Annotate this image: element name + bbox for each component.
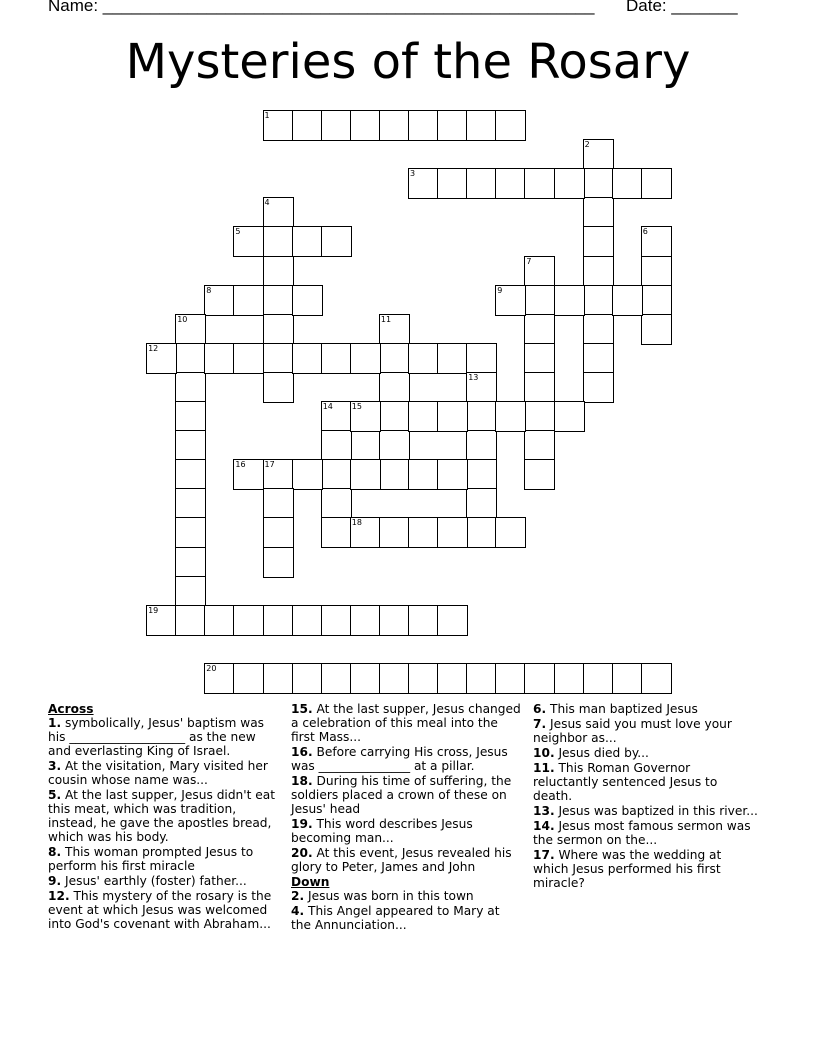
crossword-cell[interactable] (524, 401, 555, 432)
crossword-cell[interactable] (350, 110, 381, 141)
clues-column-1 (48, 702, 280, 932)
clue-number: 2. (291, 889, 305, 903)
crossword-cell[interactable] (379, 314, 410, 345)
crossword-cell[interactable] (408, 517, 439, 548)
clue-number: 8. (48, 845, 62, 859)
crossword-cell[interactable] (292, 343, 323, 374)
across-clue (291, 702, 523, 744)
crossword-cell[interactable] (263, 459, 294, 490)
crossword-cell[interactable] (263, 256, 294, 287)
crossword-cell[interactable] (437, 459, 468, 490)
clue-number: 14 (322, 402, 333, 411)
crossword-cell[interactable] (612, 663, 643, 694)
crossword-cell[interactable] (350, 605, 381, 636)
clue-text: Jesus' earthly (foster) father... (61, 874, 247, 888)
crossword-cell[interactable] (350, 401, 381, 432)
across-clue (48, 716, 280, 758)
crossword-cell[interactable] (321, 605, 352, 636)
crossword-cell[interactable] (495, 110, 526, 141)
crossword-cell[interactable] (437, 663, 468, 694)
clue-number: 19 (148, 605, 159, 615)
down-clue-list (291, 889, 523, 932)
crossword-cell[interactable] (466, 168, 497, 199)
crossword-cell[interactable] (175, 314, 206, 345)
crossword-cell[interactable] (437, 343, 468, 374)
across-clue (291, 745, 523, 773)
clue-number: 20 (206, 663, 217, 673)
crossword-cell[interactable] (175, 430, 206, 461)
down-clue (291, 889, 523, 903)
crossword-cell[interactable] (321, 430, 352, 461)
crossword-cell[interactable] (379, 663, 410, 694)
clue-number: 7. (533, 717, 547, 731)
crossword-cell[interactable] (437, 110, 468, 141)
down-clue (533, 804, 759, 818)
clue-number: 1 (264, 111, 270, 120)
crossword-cell[interactable] (263, 663, 294, 694)
crossword-cell[interactable] (583, 197, 614, 228)
across-clue (48, 759, 280, 787)
crossword-cell[interactable] (524, 459, 555, 490)
crossword-cell[interactable] (175, 488, 206, 519)
crossword-cell[interactable] (583, 285, 614, 316)
across-clue (48, 845, 280, 873)
crossword-cell[interactable] (263, 547, 294, 578)
across-clue (48, 874, 280, 888)
clue-number: 17 (264, 460, 275, 470)
date-field-label[interactable]: Date: _______ (626, 0, 738, 15)
crossword-cell[interactable] (379, 605, 410, 636)
down-clue (533, 819, 759, 847)
clues-column-3 (533, 702, 759, 891)
crossword-cell[interactable] (233, 226, 264, 257)
clue-number: 1. (48, 716, 62, 730)
crossword-cell[interactable] (233, 285, 264, 316)
clue-number: 12 (148, 343, 159, 353)
clue-number: 6. (533, 702, 547, 716)
clue-text: Jesus died by... (554, 746, 649, 760)
crossword-cell[interactable] (583, 256, 614, 287)
crossword-cell[interactable] (495, 168, 526, 199)
crossword-cell[interactable] (321, 401, 352, 432)
crossword-cell[interactable] (524, 372, 555, 403)
clue-number: 9. (48, 874, 62, 888)
clue-number: 17. (533, 848, 555, 862)
clue-number: 11. (533, 761, 555, 775)
crossword-cell[interactable] (350, 343, 381, 374)
crossword-cell[interactable] (263, 197, 294, 228)
crossword-cell[interactable] (466, 372, 497, 403)
crossword-cell[interactable] (263, 226, 294, 257)
crossword-cell[interactable] (175, 547, 206, 578)
clue-number: 18 (351, 518, 362, 528)
crossword-cell[interactable] (466, 401, 497, 432)
crossword-cell[interactable] (408, 605, 439, 636)
clue-text: This woman prompted Jesus to perform his first miracle (48, 845, 254, 873)
crossword-cell[interactable] (321, 663, 352, 694)
crossword-cell[interactable] (321, 459, 352, 490)
crossword-cell[interactable] (466, 663, 497, 694)
crossword-cell[interactable] (524, 343, 555, 374)
crossword-cell[interactable] (466, 430, 497, 461)
crossword-cell[interactable] (175, 517, 206, 548)
down-clue (291, 904, 523, 932)
crossword-cell[interactable] (583, 314, 614, 345)
clue-text: Jesus was baptized in this river... (554, 804, 758, 818)
crossword-cell[interactable] (437, 401, 468, 432)
crossword-cell[interactable] (495, 663, 526, 694)
down-clue (533, 746, 759, 760)
crossword-cell[interactable] (495, 401, 526, 432)
crossword-cell[interactable] (263, 605, 294, 636)
crossword-cell[interactable] (379, 517, 410, 548)
crossword-cell[interactable] (233, 663, 264, 694)
crossword-cell[interactable] (641, 256, 672, 287)
crossword-cell[interactable] (524, 285, 555, 316)
crossword-cell[interactable] (408, 343, 439, 374)
crossword-cell[interactable] (495, 517, 526, 548)
across-heading: Across (48, 702, 94, 716)
clue-number: 13. (533, 804, 555, 818)
crossword-cell[interactable] (379, 430, 410, 461)
clue-text: Jesus was born in this town (304, 889, 474, 903)
crossword-cell[interactable] (350, 517, 381, 548)
clue-text: Jesus said you must love your neighbor as... (533, 717, 732, 745)
clue-number: 13 (468, 372, 479, 382)
crossword-cell[interactable] (524, 168, 555, 199)
crossword-cell[interactable] (321, 226, 352, 257)
clue-number: 11 (380, 314, 392, 324)
clue-number: 18. (291, 774, 313, 788)
across-clue (48, 788, 280, 844)
crossword-cell[interactable] (612, 285, 643, 316)
crossword-cell[interactable] (641, 226, 672, 257)
crossword-cell[interactable] (379, 401, 410, 432)
clue-text: This Angel appeared to Mary at the Annunciation... (291, 904, 500, 932)
clue-number: 6 (642, 227, 648, 237)
crossword-cell[interactable] (204, 343, 235, 374)
crossword-cell[interactable] (292, 605, 323, 636)
clue-text: At this event, Jesus revealed his glory to Peter, James and John (291, 846, 512, 874)
crossword-cell[interactable] (292, 226, 323, 257)
crossword-cell[interactable] (263, 314, 294, 345)
crossword-cell[interactable] (524, 256, 555, 287)
clue-number: 14. (533, 819, 555, 833)
clue-number: 19. (291, 817, 313, 831)
clue-number: 2 (584, 140, 590, 150)
clue-number: 9 (497, 285, 503, 295)
crossword-cell[interactable] (175, 401, 206, 432)
clue-text: At the last supper, Jesus didn't eat this meat, which was tradition, instead, he gave the apostles bread, which was his body. (48, 788, 276, 844)
clue-text: During his time of suffering, the soldiers placed a crown of these on Jesus' head (291, 774, 512, 816)
clue-text: At the visitation, Mary visited her cousin whose name was... (48, 759, 268, 787)
clue-text: Where was the wedding at which Jesus performed his first miracle? (533, 848, 722, 890)
clue-number: 5. (48, 788, 62, 802)
crossword-cell[interactable] (233, 343, 264, 374)
crossword-cell[interactable] (175, 459, 206, 490)
crossword-cell[interactable] (379, 343, 410, 374)
across-clue (48, 889, 280, 931)
crossword-cell[interactable] (233, 459, 264, 490)
clue-number: 15 (351, 402, 362, 411)
down-clue (533, 717, 759, 745)
crossword-cell[interactable] (612, 168, 643, 199)
crossword-cell[interactable] (554, 401, 585, 432)
clue-number: 10. (533, 746, 555, 760)
clue-number: 7 (526, 256, 532, 266)
crossword-cell[interactable] (408, 401, 439, 432)
down-clue (533, 761, 759, 803)
crossword-cell[interactable] (583, 663, 614, 694)
clue-text: Jesus most famous sermon was the sermon on the... (533, 819, 751, 847)
crossword-cell[interactable] (583, 226, 614, 257)
crossword-cell[interactable] (292, 459, 323, 490)
crossword-cell[interactable] (146, 605, 177, 636)
crossword-cell[interactable] (263, 343, 294, 374)
crossword-cell[interactable] (204, 663, 235, 694)
clue-number: 5 (235, 227, 241, 237)
clue-number: 15. (291, 702, 313, 716)
crossword-cell[interactable] (437, 605, 468, 636)
clue-text: This Roman Governor reluctantly sentenced Jesus to death. (533, 761, 718, 803)
crossword-cell[interactable] (408, 110, 439, 141)
crossword-cell[interactable] (408, 459, 439, 490)
down-heading: Down (291, 875, 330, 889)
crossword-cell[interactable] (350, 663, 381, 694)
clue-text: Before carrying His cross, Jesus was _______________ at a pillar. (291, 745, 508, 773)
clue-number: 20. (291, 846, 313, 860)
crossword-cell[interactable] (263, 285, 294, 316)
across-clue (291, 774, 523, 816)
down-clue (533, 848, 759, 890)
crossword-cell[interactable] (263, 372, 294, 403)
crossword-cell[interactable] (583, 139, 614, 170)
crossword-cell[interactable] (524, 430, 555, 461)
crossword-cell[interactable] (583, 372, 614, 403)
crossword-cell[interactable] (175, 372, 206, 403)
crossword-cell[interactable] (554, 663, 585, 694)
name-field-label[interactable]: Name: ____________________________________________________ (48, 0, 595, 15)
crossword-cell[interactable] (292, 285, 323, 316)
down-clue (533, 702, 759, 716)
clue-text: At the last supper, Jesus changed a celebration of this meal into the first Mass... (291, 702, 521, 744)
crossword-cell[interactable] (408, 663, 439, 694)
crossword-cell[interactable] (641, 168, 672, 199)
crossword-cell[interactable] (641, 285, 672, 316)
clue-number: 16. (291, 745, 313, 759)
crossword-cell[interactable] (524, 314, 555, 345)
crossword-cell[interactable] (583, 168, 614, 199)
clue-number: 12. (48, 889, 70, 903)
clue-text: symbolically, Jesus' baptism was his ___________________ as the new and everlasting King of Israel. (48, 716, 265, 758)
crossword-cell[interactable] (263, 488, 294, 519)
crossword-cell[interactable] (204, 605, 235, 636)
clue-number: 8 (206, 285, 212, 295)
crossword-cell[interactable] (466, 488, 497, 519)
crossword-cell[interactable] (495, 285, 526, 316)
crossword-cell[interactable] (321, 517, 352, 548)
crossword-cell[interactable] (175, 343, 206, 374)
crossword-cell[interactable] (263, 110, 294, 141)
crossword-cell[interactable] (641, 314, 672, 345)
across-clue-list (48, 716, 280, 931)
across-clue (291, 846, 523, 874)
clue-text: This mystery of the rosary is the event at which Jesus was welcomed into God's covenant with Abraham... (48, 889, 272, 931)
crossword-cell[interactable] (379, 459, 410, 490)
crossword-cell[interactable] (583, 343, 614, 374)
clue-number: 3. (48, 759, 62, 773)
crossword-cell[interactable] (321, 488, 352, 519)
clue-number: 3 (410, 169, 416, 179)
crossword-cell[interactable] (350, 459, 381, 490)
crossword-cell[interactable] (204, 285, 235, 316)
crossword-cell[interactable] (263, 517, 294, 548)
crossword-cell[interactable] (466, 343, 497, 374)
crossword-cell[interactable] (466, 110, 497, 141)
crossword-cell[interactable] (379, 110, 410, 141)
crossword-cell[interactable] (554, 285, 585, 316)
across-clue-list-continued (291, 702, 523, 874)
page-title: Mysteries of the Rosary (125, 34, 691, 90)
crossword-cell[interactable] (466, 459, 497, 490)
crossword-cell[interactable] (408, 168, 439, 199)
crossword-cell[interactable] (379, 372, 410, 403)
across-clue (291, 817, 523, 845)
clue-text: This man baptized Jesus (546, 702, 698, 716)
crossword-cell[interactable] (146, 343, 177, 374)
crossword-cell[interactable] (437, 517, 468, 548)
crossword-cell[interactable] (524, 663, 555, 694)
crossword-cell[interactable] (641, 663, 672, 694)
crossword-cell[interactable] (233, 605, 264, 636)
clue-number: 16 (235, 460, 246, 470)
crossword-cell[interactable] (321, 110, 352, 141)
crossword-cell[interactable] (466, 517, 497, 548)
clue-number: 10 (177, 314, 188, 324)
crossword-cell[interactable] (554, 168, 585, 199)
down-clue-list-continued (533, 702, 759, 890)
clue-number: 4 (264, 198, 270, 208)
crossword-cell[interactable] (175, 605, 206, 636)
crossword-cell[interactable] (321, 343, 352, 374)
crossword-cell[interactable] (437, 168, 468, 199)
clue-number: 4. (291, 904, 305, 918)
clues-column-2 (291, 702, 523, 933)
crossword-cell[interactable] (292, 110, 323, 141)
crossword-cell[interactable] (292, 663, 323, 694)
crossword-cell[interactable] (175, 576, 206, 607)
clue-text: This word describes Jesus becoming man... (291, 817, 473, 845)
